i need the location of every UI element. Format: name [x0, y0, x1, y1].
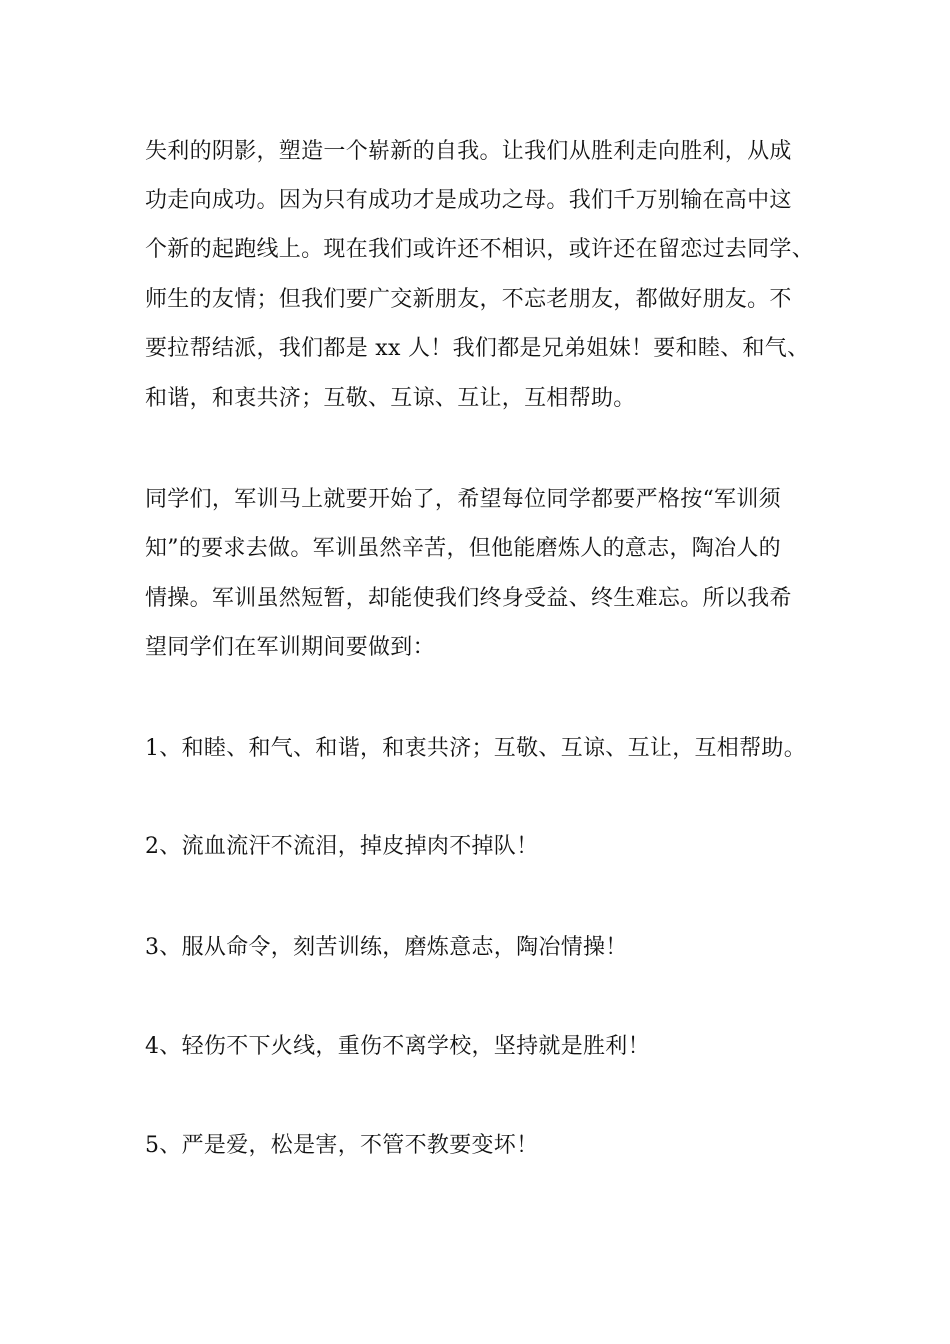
paragraph-line: 同学们，军训马上就要开始了，希望每位同学都要严格按“军训须: [145, 487, 781, 512]
paragraph-line: 师生的友情；但我们要广交新朋友，不忘老朋友，都做好朋友。不: [145, 287, 792, 312]
list-item: 2、流血流汗不流泪，掉皮掉肉不掉队！: [145, 834, 539, 859]
list-item: 3、服从命令，刻苦训练，磨炼意志，陶冶情操！: [145, 935, 628, 960]
paragraph-line: 望同学们在军训期间要做到：: [145, 635, 435, 660]
paragraph-line: 失利的阴影，塑造一个崭新的自我。让我们从胜利走向胜利，从成: [145, 139, 792, 164]
paragraph-line: 情操。军训虽然短暂，却能使我们终身受益、终生难忘。所以我希: [145, 586, 792, 611]
paragraph-line: 功走向成功。因为只有成功才是成功之母。我们千万别输在高中这: [145, 188, 792, 213]
paragraph-line: 和谐，和衷共济；互敬、互谅、互让，互相帮助。: [145, 386, 636, 411]
list-item: 4、轻伤不下火线，重伤不离学校，坚持就是胜利！: [145, 1034, 650, 1059]
list-item: 1、和睦、和气、和谐，和衷共济；互敬、互谅、互让，互相帮助。: [145, 736, 806, 761]
paragraph-line: 要拉帮结派，我们都是 xx 人！我们都是兄弟姐妹！要和睦、和气、: [145, 336, 810, 361]
paragraph-line: 知”的要求去做。军训虽然辛苦，但他能磨炼人的意志，陶冶人的: [145, 536, 781, 561]
list-item: 5、严是爱，松是害，不管不教要变坏！: [145, 1133, 539, 1158]
paragraph-line: 个新的起跑线上。现在我们或许还不相识，或许还在留恋过去同学、: [145, 237, 815, 262]
